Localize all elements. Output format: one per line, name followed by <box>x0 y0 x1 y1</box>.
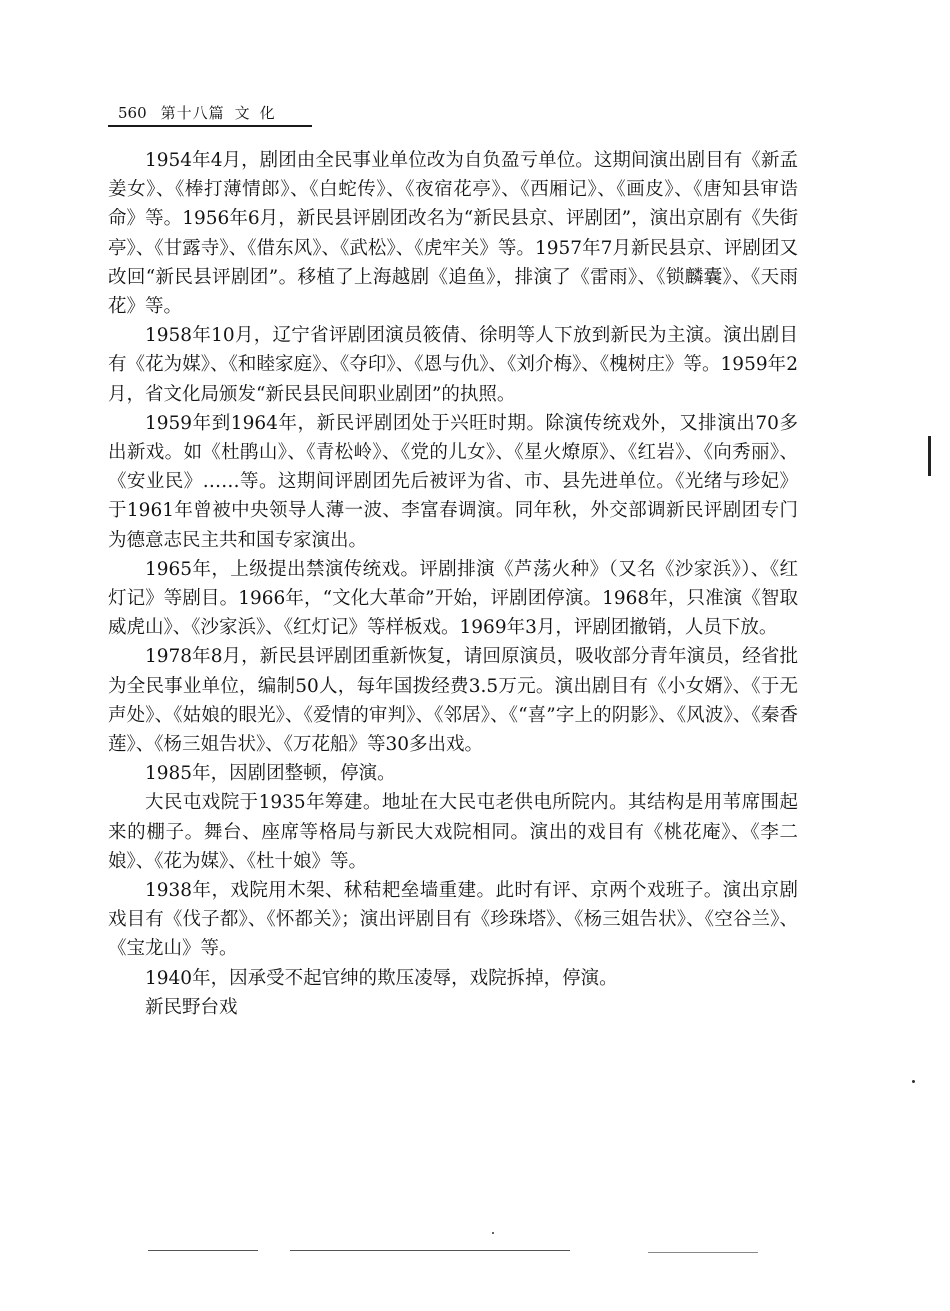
bottom-rule <box>290 1250 570 1251</box>
paragraph: 1959年到1964年，新民评剧团处于兴旺时期。除演传统戏外，又排演出70多出新戏。如《杜鹃山》、《青松岭》、《党的儿女》、《星火燎原》、《红岩》、《向秀丽》、《安业民》……等。这期间评剧团先后被评为省、市、县先进单位。《光绪与珍妃》于1961年曾被中央领导人薄一波、李富春调演。同年秋，外交部调新民评剧团专门为德意志民主共和国专家演出。 <box>108 412 798 551</box>
margin-speck <box>912 1080 915 1083</box>
running-header <box>108 103 312 127</box>
paragraph: 大民屯戏院于1935年筹建。地址在大民屯老供电所院内。其结构是用苇席围起来的棚子。舞台、座席等格局与新民大戏院相同。演出的戏目有《桃花庵》、《李二娘》、《花为媒》、《杜十娘》等。 <box>108 792 798 872</box>
margin-mark <box>928 436 931 476</box>
paragraph: 1954年4月，剧团由全民事业单位改为自负盈亏单位。这期间演出剧目有《新孟姜女》、《棒打薄情郎》、《白蛇传》、《夜宿花亭》、《西厢记》、《画皮》、《唐知县审诰命》等。1956年6月，新民县评剧团改名为“新民县京、评剧团”，演出京剧有《失街亭》、《甘露寺》、《借东风》、《武松》、《虎牢关》等。1957年7月新民县京、评剧团又改回“新民县评剧团”。移植了上海越剧《追鱼》，排演了《雷雨》、《锁麟囊》、《天雨花》等。 <box>108 150 798 318</box>
chapter-title: 第十八篇 <box>160 104 225 122</box>
paragraph: 1978年8月，新民县评剧团重新恢复，请回原演员，吸收部分青年演员，经省批为全民事业单位，编制50人，每年国拨经费3.5万元。演出剧目有《小女婿》、《于无声处》、《姑娘的眼光》、《爱情的审判》、《邻居》、《“喜”字上的阴影》、《风波》、《秦香莲》、《杨三姐告状》、《万花船》等30多出戏。 <box>108 646 798 756</box>
paragraph: 1940年，因承受不起官绅的欺压凌辱，戏院拆掉，停演。 <box>145 967 618 989</box>
paragraph: 1985年，因剧团整顿，停演。 <box>145 763 396 785</box>
section-title: 文化 <box>234 104 285 122</box>
paragraph: 1938年，戏院用木架、秫秸耙垒墙重建。此时有评、京两个戏班子。演出京剧戏目有《伐子都》、《怀都关》；演出评剧目有《珍珠塔》、《杨三姐告状》、《空谷兰》、《宝龙山》等。 <box>108 880 798 960</box>
margin-speck <box>492 1232 494 1234</box>
paragraph: 1965年，上级提出禁演传统戏。评剧排演《芦荡火种》（又名《沙家浜》）、《红灯记》等剧目。1966年，“文化大革命”开始，评剧团停演。1968年，只准演《智取威虎山》、《沙家浜》、《红灯记》等样板戏。1969年3月，评剧团撤销，人员下放。 <box>108 558 798 639</box>
bottom-rule <box>648 1252 758 1253</box>
body-text <box>108 146 798 1022</box>
subheading: 新民野台戏 <box>145 996 238 1018</box>
paragraph: 1958年10月，辽宁省评剧团演员筱倩、徐明等人下放到新民为主演。演出剧目有《花为媒》、《和睦家庭》、《夺印》、《恩与仇》、《刘介梅》、《槐树庄》等。1959年2月，省文化局颁发“新民县民间职业剧团”的执照。 <box>108 325 798 405</box>
page-number: 560 <box>118 104 147 122</box>
bottom-rule <box>148 1250 258 1251</box>
